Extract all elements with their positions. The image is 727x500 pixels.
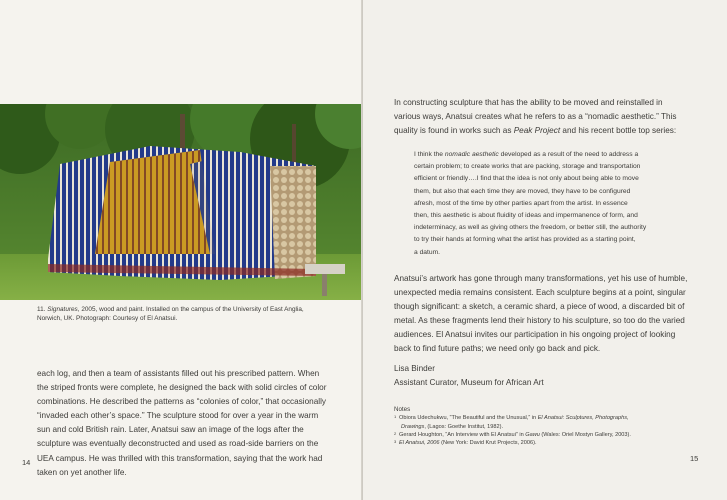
block-quote	[414, 149, 696, 259]
body-line: sun and cold British rain. Later, Anatsui saw an image of the logs after the	[37, 425, 304, 435]
body-line: In constructing sculpture that has the ability to be moved and reinstalled in	[394, 98, 663, 107]
note-1	[394, 414, 694, 431]
body-line: “invaded each other’s space.” The sculpture stood for over a year in the warm	[37, 411, 319, 421]
note-number: 3	[394, 439, 397, 445]
right-page	[363, 0, 727, 500]
caption-line1: , 2005, wood and paint. Installed on the campus of the University of East Anglia,	[77, 306, 304, 313]
body-line: audiences. El Anatsui invites our participation in his ongoing project of looking	[394, 330, 676, 340]
note-emphasis: Gawu	[525, 431, 540, 438]
body-line: UEA campus. He was thrilled with this transformation, saying that the work had	[37, 453, 323, 463]
page-number-left: 14	[22, 458, 31, 467]
quote-line: them, but also that each time they are moved, they have to be configured	[414, 187, 631, 195]
left-body-text	[37, 367, 349, 480]
work-title: Peak Project	[513, 126, 561, 136]
note-continuation	[399, 423, 694, 431]
body-line: though significant: a sketch, a ceramic shard, a piece of wood, a discarded bit of	[394, 302, 685, 312]
caption-number: 11.	[37, 306, 46, 313]
notes-heading: Notes	[394, 406, 411, 413]
body-line	[394, 124, 714, 138]
left-page	[0, 0, 363, 500]
note-number: 2	[394, 430, 397, 436]
author-name: Lisa Binder	[394, 364, 435, 373]
body-line: unexpected media remains consistent. Each sculpture begins at a point, singular	[394, 288, 686, 298]
body-line: the striped fronts were complete, he designed the back with solid circles of color	[37, 383, 327, 393]
quote-line: efficient or friendly….I find that the idea is not only about being able to move	[414, 175, 639, 183]
body-line: various ways, Anatsui creates what he refers to as a “nomadic aesthetic.” This	[394, 112, 677, 122]
body-line: combinations. He described the patterns as “colonies of color,” that occasionally	[37, 397, 326, 407]
note-text: Obiora Udechukwu, “The Beautiful and the Unusual,” in	[399, 415, 538, 422]
body-line: back to find future paths; we need only go back and pick.	[394, 344, 601, 354]
body-line-part: quality is found in works such as	[394, 126, 514, 136]
photo-caption	[37, 305, 349, 323]
author-signature	[394, 362, 694, 390]
sculpture-photo-art	[0, 104, 363, 300]
quote-line: a datum.	[414, 248, 441, 256]
quote-line: to try their hands at forming what the artist has provided as a starting point,	[414, 236, 636, 244]
caption-artwork-title: Signatures	[47, 306, 78, 313]
page-number-right: 15	[690, 454, 699, 463]
note-text: (Wales: Oriel Mostyn Gallery, 2003).	[539, 431, 631, 438]
quote-line: certain problem; to create works that are packing, storage and transportation	[414, 163, 641, 171]
note-text: (New York: David Krut Projects, 2006).	[439, 440, 537, 447]
quote-part: developed as a result of the need to address a	[498, 151, 639, 158]
caption-line2: Norwich, UK. Photograph: Courtesy of El Anatsui.	[37, 315, 178, 322]
body-line-part: and his recent bottle top series:	[560, 126, 677, 136]
note-text: , (Lagos: Goethe Institut, 1982).	[424, 423, 503, 430]
quote-emphasis: nomadic aesthetic	[444, 151, 499, 158]
intro-paragraph	[394, 96, 714, 138]
note-text: Gerard Houghton, “An Interview with El Anatsui” in	[399, 431, 526, 438]
quote-part: I think the	[414, 151, 445, 158]
body-line: each log, and then a team of assistants filled out his prescribed pattern. When	[37, 369, 320, 378]
quote-line: indeterminacy, as well as giving others the freedom, or better still, the authority	[414, 224, 647, 232]
note-emphasis: El Anatsui, 2006	[399, 440, 440, 447]
note-2	[394, 431, 694, 439]
sculpture-photo	[0, 104, 363, 300]
endnotes	[394, 406, 694, 447]
body-line: Anatsui’s artwork has gone through many transformations, yet his use of humble,	[394, 274, 688, 283]
author-title: Assistant Curator, Museum for African Art	[394, 378, 544, 388]
quote-line: then, this aesthetic is about fluidity of ideas and impermanence of form, and	[414, 212, 638, 220]
note-emphasis: Drawings	[401, 423, 425, 430]
note-emphasis: El Anatsui: Sculptures, Photographs,	[537, 415, 629, 422]
note-number: 1	[394, 414, 397, 420]
quote-line: afresh, most of the time by other parties apart from the artist. In essence	[414, 199, 628, 207]
body-line: metal. As these fragments lend their history to his sculpture, so too do the varied	[394, 316, 685, 326]
body-line: sculpture was eventually deconstructed and used as road-side barriers on the	[37, 439, 319, 449]
note-3	[394, 439, 694, 447]
quote-line	[414, 149, 696, 161]
closing-paragraph	[394, 272, 714, 357]
body-line: taken on yet another life.	[37, 467, 127, 477]
